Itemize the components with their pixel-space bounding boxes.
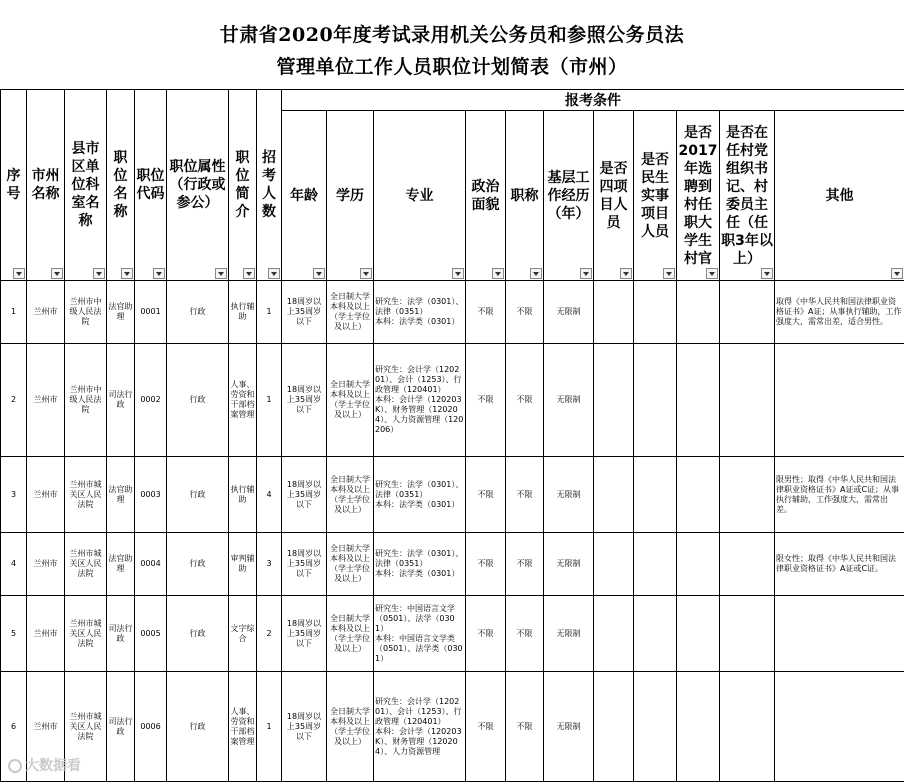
cell-politics: 不限 [466, 596, 506, 672]
cell-intro: 人事、劳资和干部档案管理 [229, 344, 257, 457]
cell-pos-name: 法官助理 [107, 281, 135, 344]
cell-age: 18周岁以上35周岁以下 [282, 533, 327, 596]
table-row [1, 457, 904, 533]
cell-mins [634, 533, 677, 596]
cell-rank: 不限 [506, 281, 544, 344]
cell-edu: 全日制大学本科及以上（学士学位及以上） [327, 596, 374, 672]
cell-attr: 行政 [167, 672, 229, 782]
cell-party [720, 457, 775, 533]
filter-dropdown-icon[interactable] [121, 268, 133, 279]
cell-major: 研究生：法学（0301）、法律（0351） 本科：法学类（0301） [374, 533, 466, 596]
cell-four [594, 457, 634, 533]
filter-dropdown-icon[interactable] [360, 268, 372, 279]
cell-party [720, 281, 775, 344]
cell-mins [634, 457, 677, 533]
cell-rank: 不限 [506, 596, 544, 672]
cell-age: 18周岁以上35周岁以下 [282, 457, 327, 533]
cell-city: 兰州市 [27, 533, 65, 596]
cell-rank: 不限 [506, 344, 544, 457]
header-count: 招考人数 [257, 90, 282, 281]
cell-seq: 2 [1, 344, 27, 457]
table-row [1, 533, 904, 596]
header-rank: 职称 [506, 111, 544, 281]
cell-attr: 行政 [167, 533, 229, 596]
filter-dropdown-icon[interactable] [706, 268, 718, 279]
cell-pos-code: 0006 [135, 672, 167, 782]
cell-city: 兰州市 [27, 344, 65, 457]
cell-four [594, 533, 634, 596]
cell-vill2017 [677, 672, 720, 782]
cell-mins [634, 281, 677, 344]
cell-rank: 不限 [506, 672, 544, 782]
header-city: 市州名称 [27, 90, 65, 281]
cell-vill2017 [677, 344, 720, 457]
position-table [0, 89, 904, 782]
cell-seq: 1 [1, 281, 27, 344]
cell-mins [634, 344, 677, 457]
cell-intro: 执行辅助 [229, 281, 257, 344]
cell-exp: 无限制 [544, 281, 594, 344]
cell-intro: 审判辅助 [229, 533, 257, 596]
cell-four [594, 672, 634, 782]
header-party: 是否在任村党组织书记、村委员主任（任职3年以上） [720, 111, 775, 281]
cell-city: 兰州市 [27, 281, 65, 344]
cell-edu: 全日制大学本科及以上（学士学位及以上） [327, 281, 374, 344]
cell-age: 18周岁以上35周岁以下 [282, 596, 327, 672]
cell-politics: 不限 [466, 533, 506, 596]
cell-vill2017 [677, 533, 720, 596]
filter-dropdown-icon[interactable] [891, 268, 903, 279]
cell-attr: 行政 [167, 281, 229, 344]
cell-seq: 5 [1, 596, 27, 672]
logo-icon [8, 759, 22, 773]
cell-exp: 无限制 [544, 344, 594, 457]
cell-other: 取得《中华人民共和国法律职业资格证书》A证；从事执行辅助，工作强度大，需常出差，适合男性。 [775, 281, 904, 344]
cell-count: 1 [257, 281, 282, 344]
header-exp: 基层工作经历（年） [544, 111, 594, 281]
cell-seq: 4 [1, 533, 27, 596]
cell-intro: 人事、劳资和干部档案管理 [229, 672, 257, 782]
cell-seq: 6 [1, 672, 27, 782]
filter-dropdown-icon[interactable] [313, 268, 325, 279]
cell-edu: 全日制大学本科及以上（学士学位及以上） [327, 344, 374, 457]
table-row [1, 344, 904, 457]
page-subtitle: 管理单位工作人员职位计划简表（市州） [0, 52, 904, 79]
cell-other [775, 596, 904, 672]
table-row [1, 672, 904, 782]
cell-major: 研究生：法学（0301）、法律（0351） 本科：法学类（0301） [374, 457, 466, 533]
header-four: 是否四项目人员 [594, 111, 634, 281]
header-mins: 是否民生实事项目人员 [634, 111, 677, 281]
cell-seq: 3 [1, 457, 27, 533]
cell-attr: 行政 [167, 596, 229, 672]
cell-four [594, 281, 634, 344]
cell-major: 研究生：法学（0301）、法律（0351） 本科：法学类（0301） [374, 281, 466, 344]
filter-dropdown-icon[interactable] [492, 268, 504, 279]
cell-unit: 兰州市城关区人民法院 [65, 596, 107, 672]
cell-count: 2 [257, 596, 282, 672]
cell-city: 兰州市 [27, 596, 65, 672]
cell-party [720, 533, 775, 596]
cell-edu: 全日制大学本科及以上（学士学位及以上） [327, 672, 374, 782]
cell-attr: 行政 [167, 344, 229, 457]
cell-politics: 不限 [466, 457, 506, 533]
cell-four [594, 596, 634, 672]
cell-age: 18周岁以上35周岁以下 [282, 344, 327, 457]
cell-pos-name: 司法行政 [107, 596, 135, 672]
cell-mins [634, 596, 677, 672]
cell-city: 兰州市 [27, 457, 65, 533]
cell-politics: 不限 [466, 281, 506, 344]
filter-dropdown-icon[interactable] [580, 268, 592, 279]
cell-unit: 兰州市中级人民法院 [65, 281, 107, 344]
header-intro: 职位简介 [229, 90, 257, 281]
cell-four [594, 344, 634, 457]
group-header: 报考条件 [282, 90, 904, 111]
filter-dropdown-icon[interactable] [663, 268, 675, 279]
cell-party [720, 672, 775, 782]
cell-unit: 兰州市城关区人民法院 [65, 533, 107, 596]
table-row [1, 281, 904, 344]
cell-other: 限女性；取得《中华人民共和国法律职业资格证书》A证或C证。 [775, 533, 904, 596]
cell-mins [634, 672, 677, 782]
cell-unit: 兰州市城关区人民法院 [65, 672, 107, 782]
header-politics: 政治面貌 [466, 111, 506, 281]
header-attr: 职位属性（行政或参公） [167, 90, 229, 281]
cell-other [775, 344, 904, 457]
cell-exp: 无限制 [544, 672, 594, 782]
filter-dropdown-icon[interactable] [452, 268, 464, 279]
cell-age: 18周岁以上35周岁以下 [282, 672, 327, 782]
header-vill2017: 是否2017年选聘到村任职大学生村官 [677, 111, 720, 281]
header-major: 专业 [374, 111, 466, 281]
cell-other: 限男性；取得《中华人民共和国法律职业资格证书》A证或C证；从事执行辅助，工作强度大，需常出差。 [775, 457, 904, 533]
cell-major: 研究生：中国语言文学（0501）、法学（0301） 本科：中国语言文学类（0501）、法学类（0301） [374, 596, 466, 672]
cell-unit: 兰州市中级人民法院 [65, 344, 107, 457]
header-other: 其他 [775, 111, 904, 281]
cell-politics: 不限 [466, 672, 506, 782]
header-pos-code: 职位代码 [135, 90, 167, 281]
filter-dropdown-icon[interactable] [51, 268, 63, 279]
cell-edu: 全日制大学本科及以上（学士学位及以上） [327, 533, 374, 596]
header-age: 年龄 [282, 111, 327, 281]
cell-pos-name: 法官助理 [107, 457, 135, 533]
cell-rank: 不限 [506, 457, 544, 533]
cell-pos-code: 0004 [135, 533, 167, 596]
cell-pos-code: 0001 [135, 281, 167, 344]
cell-intro: 文字综合 [229, 596, 257, 672]
filter-dropdown-icon[interactable] [153, 268, 165, 279]
filter-dropdown-icon[interactable] [215, 268, 227, 279]
cell-major: 研究生：会计学（120201）、会计（1253）、行政管理（120401） 本科：会计学（120203K）、财务管理（120204）、人力资源管理（120206） [374, 344, 466, 457]
cell-vill2017 [677, 596, 720, 672]
filter-dropdown-icon[interactable] [13, 268, 25, 279]
cell-party [720, 344, 775, 457]
filter-dropdown-icon[interactable] [268, 268, 280, 279]
table-row [1, 596, 904, 672]
filter-dropdown-icon[interactable] [530, 268, 542, 279]
filter-dropdown-icon[interactable] [620, 268, 632, 279]
cell-pos-name: 司法行政 [107, 344, 135, 457]
cell-exp: 无限制 [544, 533, 594, 596]
cell-count: 3 [257, 533, 282, 596]
header-pos-name: 职位名称 [107, 90, 135, 281]
cell-intro: 执行辅助 [229, 457, 257, 533]
header-edu: 学历 [327, 111, 374, 281]
cell-city: 兰州市 [27, 672, 65, 782]
filter-dropdown-icon[interactable] [243, 268, 255, 279]
header-seq: 序号 [1, 90, 27, 281]
cell-pos-name: 法官助理 [107, 533, 135, 596]
cell-vill2017 [677, 457, 720, 533]
cell-pos-code: 0002 [135, 344, 167, 457]
cell-major: 研究生：会计学（120201）、会计（1253）、行政管理（120401） 本科：会计学（120203K）、财务管理（120204）、人力资源管理 [374, 672, 466, 782]
cell-count: 1 [257, 672, 282, 782]
cell-party [720, 596, 775, 672]
cell-exp: 无限制 [544, 457, 594, 533]
header-unit: 县市区单位科室名称 [65, 90, 107, 281]
page-title: 甘肃省2020年度考试录用机关公务员和参照公务员法 [0, 20, 904, 47]
watermark: 大数据看 [8, 755, 81, 775]
cell-age: 18周岁以上35周岁以下 [282, 281, 327, 344]
cell-unit: 兰州市城关区人民法院 [65, 457, 107, 533]
cell-pos-code: 0005 [135, 596, 167, 672]
cell-vill2017 [677, 281, 720, 344]
cell-pos-code: 0003 [135, 457, 167, 533]
filter-dropdown-icon[interactable] [93, 268, 105, 279]
filter-dropdown-icon[interactable] [761, 268, 773, 279]
cell-count: 4 [257, 457, 282, 533]
cell-rank: 不限 [506, 533, 544, 596]
cell-edu: 全日制大学本科及以上（学士学位及以上） [327, 457, 374, 533]
cell-other [775, 672, 904, 782]
cell-pos-name: 司法行政 [107, 672, 135, 782]
cell-attr: 行政 [167, 457, 229, 533]
cell-count: 1 [257, 344, 282, 457]
cell-politics: 不限 [466, 344, 506, 457]
cell-exp: 无限制 [544, 596, 594, 672]
